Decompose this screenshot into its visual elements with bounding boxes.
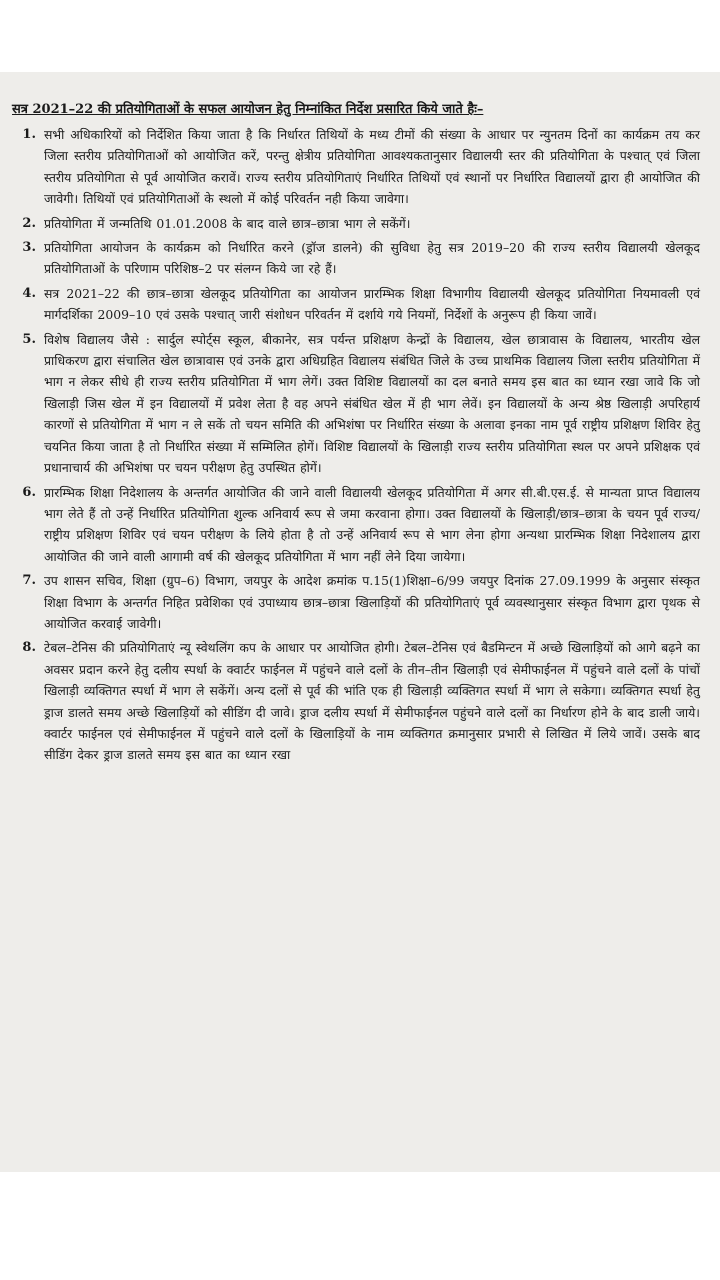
list-item-8 [10,637,700,765]
list-item-2 [10,213,700,234]
list-item-3 [10,237,700,280]
document-heading: सत्र 2021–22 की प्रतियोगिताओं के सफल आयोजन हेतु निम्नांकित निर्देश प्रसारित किये जाते हैः– [12,102,484,117]
item-text: प्रारम्भिक शिक्षा निदेशालय के अन्तर्गत आयोजित की जाने वाली विद्यालयी खेलकूद प्रतियोगिता में अगर सी.बी.एस.ई. से मान्यता प्राप्त विद्यालय भाग लेते हैं तो उन्हें निर्धारित प्रतियोगिता शुल्क अनिवार्य रूप से जमा करवाना होगा। उक्त विद्यालयों के खिलाड़ी/छात्र–छात्रा के चयन पूर्व राज्य/राष्ट्रीय प्रशिक्षण शिविर एवं चयन परीक्षण के लिये होता है तो उन्हें अनिवार्य रूप से भाग लेना होगा अन्यथा प्रारम्भिक शिक्षा निदेशालय द्वारा आयोजित की जाने वाली आगामी वर्ष की खेलकूद प्रतियोगिता में भाग नहीं लेने दिया जायेगा। [44,484,700,564]
item-number: 3. [22,240,36,256]
item-text: टेबल–टेनिस की प्रतियोगिताएं न्यू स्वेथलिंग कप के आधार पर आयोजित होगी। टेबल–टेनिस एवं बैडमिन्टन में अच्छे खिलाड़ियों को आगे बढ़ने का अवसर प्रदान करने हेतु दलीय स्पर्धा के क्वार्टर फाईनल में पहुंचने वाले दलों के तीन–तीन खिलाड़ी एवं सेमीफाईनल में पहुंचने वाले दलों के पांचों खिलाड़ी व्यक्तिगत स्पर्धा में भाग ले सकेंगें। अन्य दलों से पूर्व की भांति एक ही खिलाड़ी व्यक्तिगत स्पर्धा में भाग ले सकेगा। व्यक्तिगत स्पर्धा हेतु ड्राज डालते समय अच्छे खिलाड़ियों को सीडिंग दी जावे। ड्राज दलीय स्पर्धा में सेमीफाईनल पहुंचने वाले दलों का निर्धारण होने के बाद डाली जाये। क्वार्टर फाईनल एवं सेमीफाईनल में पहुंचने वाले दलों के खिलाड़ियों के नाम व्यक्तिगत क्रमानुसार प्रभारी से लिखित में लिये जावें। उसके बाद सीडिंग देकर ड्राज डालते समय इस बात का ध्यान रखा [44,640,700,763]
item-number: 5. [22,331,36,347]
document-body [10,100,700,769]
list-item-1 [10,124,700,210]
item-number: 6. [22,484,36,500]
item-text: उप शासन सचिव, शिक्षा (ग्रुप–6) विभाग, जयपुर के आदेश क्रमांक प.15(1)शिक्षा–6/99 जयपुर दिनांक 27.09.1999 के अनुसार संस्कृत शिक्षा विभाग के अन्तर्गत निहित प्रवेशिका एवं उपाध्याय छात्र–छात्रा खिलाड़ियों की प्रतियोगिताएं पूर्व व्यवस्थानुसार संस्कृत विभाग द्वारा पृथक से आयोजित करवाई जावेगी। [44,573,700,631]
list-item-6 [10,482,700,568]
item-number: 1. [22,127,36,142]
document-page [0,72,720,1172]
item-number: 4. [22,285,36,301]
item-number: 2. [22,215,36,231]
list-item-4 [10,283,700,326]
item-text: सत्र 2021–22 की छात्र–छात्रा खेलकूद प्रतियोगिता का आयोजन प्रारम्भिक शिक्षा विभागीय विद्यालयी खेलकूद प्रतियोगिता नियमावली एवं मार्गदर्शिका 2009–10 एवं उसके पश्चात् जारी संशोधन परिवर्तन में दर्शाये गये नियमों, निर्देशों के अनुरूप ही किया जावें। [44,285,700,323]
item-number: 7. [22,573,36,589]
item-text: विशेष विद्यालय जैसे : सार्दुल स्पोर्ट्स स्कूल, बीकानेर, सत्र पर्यन्त प्रशिक्षण केन्द्रों के विद्यालय, खेल छात्रावास के विद्यालय, भारतीय खेल प्राधिकरण द्वारा संचालित खेल छात्रावास एवं उनके द्वारा अधिग्रहित विद्यालय संबंधित जिले के उच्च प्राथमिक विद्यालय जिला स्तरीय प्रतियोगिता में भाग न लेकर सीधे ही राज्य स्तरीय प्रतियोगिता में भाग लेगें। उक्त विशिष्ट विद्यालयों का दल बनाते समय इस बात का ध्यान रखा जावे कि जो खिलाड़ी जिस खेल में इन विद्यालयों में प्रवेश लेता है वह अपने संबंधित खेल में ही भाग लेवें। इन विद्यालयों के अन्य श्रेष्ठ खिलाड़ी अपरिहार्य कारणों से प्रतियोगिता में भाग न ले सकें तो चयन समिति की अभिशंषा पर निर्धारित संख्या के अलावा इनका नाम पूर्व राष्ट्रीय प्रशिक्षण शिविर हेतु चयनित किया जाता है तो निर्धारित संख्या में सम्मिलित होगें। विशिष्ट विद्यालयों के खिलाड़ी राज्य स्तरीय प्रतियोगिता स्थल पर अपने प्रशिक्षक एवं प्रधानाचार्य की अभिशंषा पर चयन परीक्षण हेतु उपस्थित होगें। [44,331,700,476]
item-text: प्रतियोगिता आयोजन के कार्यक्रम को निर्धारित करने (ड्रॉज डालने) की सुविधा हेतु सत्र 2019–20 की राज्य स्तरीय विद्यालयी खेलकूद प्रतियोगिताओं के परिणाम परिशिष्ठ–2 पर संलग्न किये जा रहे हैं। [44,240,700,277]
item-text: सभी अधिकारियों को निर्देशित किया जाता है कि निर्धारत तिथियों के मध्य टीमों की संख्या के आधार पर न्युनतम दिनों का कार्यक्रम तय कर जिला स्तरीय प्रतियोगिताओं को आयोजित करें, परन्तु क्षेत्रीय प्रतियोगिता आवश्यकतानुसार विद्यालयी स्तर की प्रतियोगिता के पश्चात् एवं जिला स्तरीय प्रतियोगिता से पूर्व आयोजित करावें। राज्य स्तरीय प्रतियोगिताएं निर्धारित तिथियों एवं स्थानों पर निर्धारित विद्यालयों द्वारा ही आयोजित की जावेगी। तिथियों एवं प्रतियोगिताओं के स्थलो में कोई परिवर्तन नही किया जावेगा। [44,127,700,207]
list-item-5 [10,329,700,479]
item-text: प्रतियोगिता में जन्मतिथि 01.01.2008 के बाद वाले छात्र–छात्रा भाग ले सकेंगें। [44,215,411,231]
list-item-7 [10,570,700,634]
item-number: 8. [22,640,36,656]
